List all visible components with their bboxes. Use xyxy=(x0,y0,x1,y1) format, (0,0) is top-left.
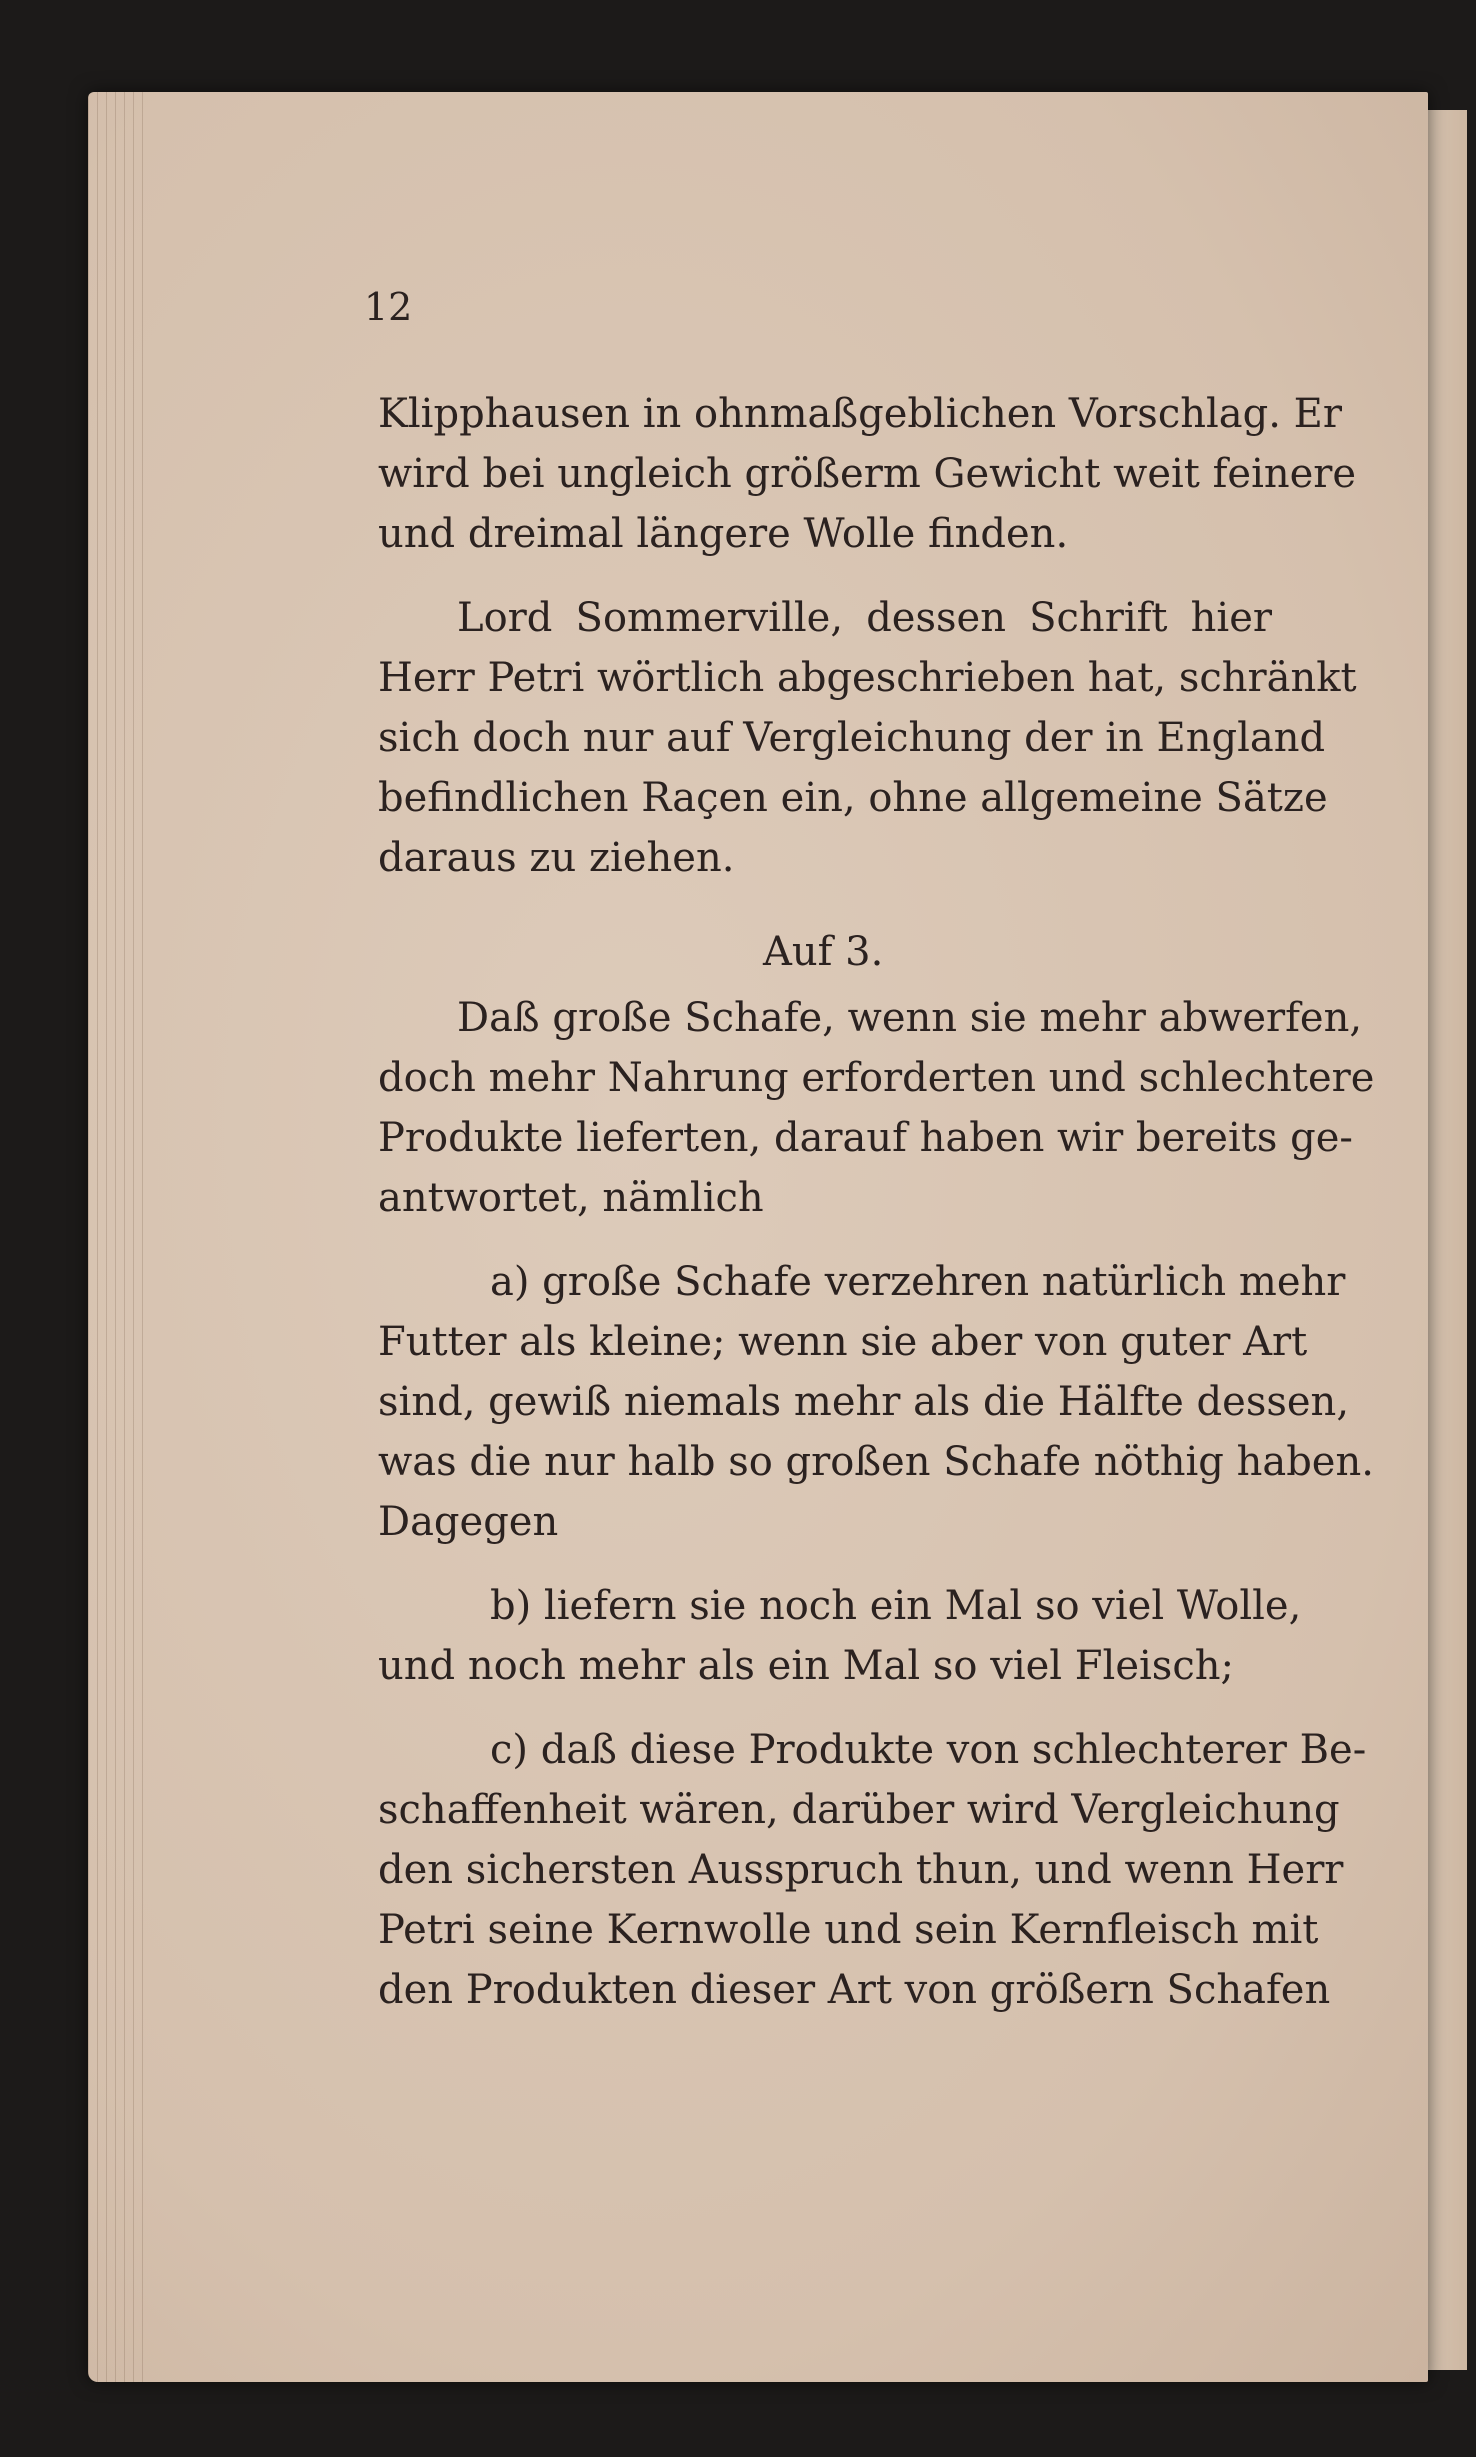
text-line: a) große Schafe verzehren natürlich mehr xyxy=(490,1259,1346,1305)
text-line: was die nur halb so großen Schafe nöthig haben. xyxy=(378,1439,1374,1485)
text-line: c) daß diese Produkte von schlechterer Be- xyxy=(490,1727,1367,1773)
text-line: Daß große Schafe, wenn sie mehr abwerfen, xyxy=(457,995,1363,1041)
text-line: schaffenheit wären, darüber wird Vergleichung xyxy=(378,1787,1340,1833)
text-line: befindlichen Raçen ein, ohne allgemeine Sätze xyxy=(378,775,1328,821)
text-line: Lord Sommerville, dessen Schrift hier xyxy=(457,595,1272,641)
text-line: doch mehr Nahrung erforderten und schlechtere xyxy=(378,1055,1375,1101)
text-line: Dagegen xyxy=(378,1499,559,1545)
text-line: Klipphausen in ohnmaßgeblichen Vorschlag. Er xyxy=(378,391,1342,437)
text-line: wird bei ungleich größerm Gewicht weit feinere xyxy=(378,451,1357,497)
text-line: sind, gewiß niemals mehr als die Hälfte dessen, xyxy=(378,1379,1350,1425)
text-line: b) liefern sie noch ein Mal so viel Wolle, xyxy=(490,1583,1302,1629)
page-number: 12 xyxy=(364,285,413,329)
text-line: und noch mehr als ein Mal so viel Fleisch; xyxy=(378,1643,1234,1689)
text-line: sich doch nur auf Vergleichung der in England xyxy=(378,715,1326,761)
text-line: Produkte lieferten, darauf haben wir bereits ge- xyxy=(378,1115,1353,1161)
text-line: Petri seine Kernwolle und sein Kernfleisch mit xyxy=(378,1907,1319,1953)
text-line: Herr Petri wörtlich abgeschrieben hat, schränkt xyxy=(378,655,1357,701)
text-line: den sichersten Ausspruch thun, und wenn Herr xyxy=(378,1847,1344,1893)
text-line: daraus zu ziehen. xyxy=(378,835,735,881)
text-line: Futter als kleine; wenn sie aber von guter Art xyxy=(378,1319,1308,1365)
text-line: den Produkten dieser Art von größern Schafen xyxy=(378,1967,1331,2013)
text-line: und dreimal längere Wolle finden. xyxy=(378,511,1069,557)
section-heading: Auf 3. xyxy=(763,929,884,975)
text-line: antwortet, nämlich xyxy=(378,1175,764,1221)
